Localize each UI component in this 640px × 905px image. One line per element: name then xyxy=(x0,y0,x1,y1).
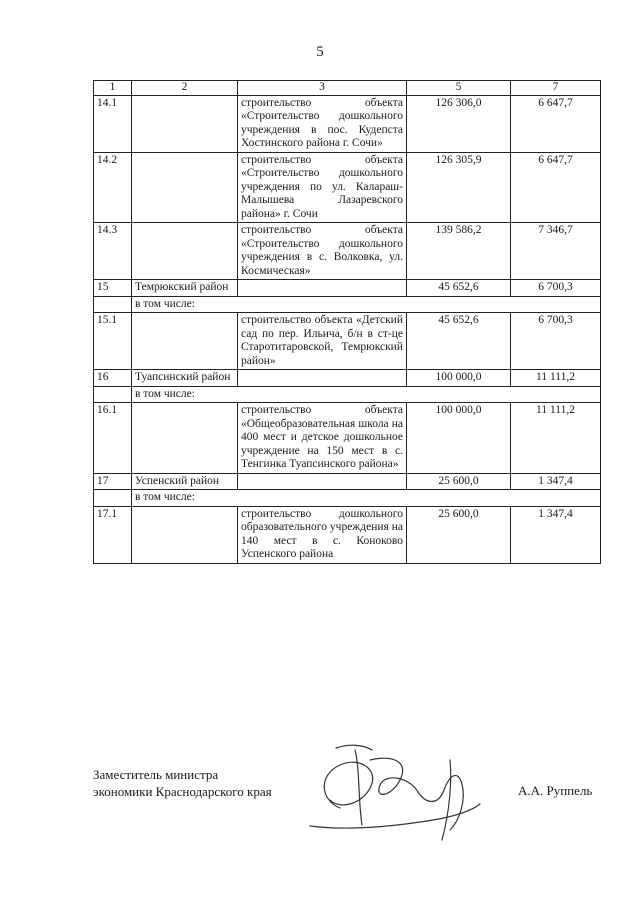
subtotal-label: в том числе: xyxy=(132,386,601,403)
signature-position xyxy=(93,766,272,800)
value-col7-cell: 6 647,7 xyxy=(511,152,601,223)
position-line-1: Заместитель министра xyxy=(93,767,219,782)
table-row xyxy=(94,280,601,297)
value-col7-cell: 6 647,7 xyxy=(511,95,601,152)
object-description-cell xyxy=(238,280,407,297)
object-description-cell: строительство объекта «Строительство дошкольного учреждения по ул. Калараш-Малышева Лазаревского района» г. Сочи xyxy=(238,152,407,223)
column-header: 1 xyxy=(94,81,132,96)
row-number-cell: 16.1 xyxy=(94,403,132,474)
table-row xyxy=(94,313,601,370)
page-number: 5 xyxy=(316,44,324,60)
district-name-cell xyxy=(132,152,238,223)
value-col5-cell: 139 586,2 xyxy=(407,223,511,280)
value-col5-cell: 25 600,0 xyxy=(407,473,511,490)
signatory-name: А.А. Руппель xyxy=(518,783,593,798)
column-header: 3 xyxy=(238,81,407,96)
district-name-cell xyxy=(132,223,238,280)
row-number-cell: 17.1 xyxy=(94,506,132,563)
handwritten-signature xyxy=(300,730,490,850)
row-number-cell: 15 xyxy=(94,280,132,297)
value-col7-cell: 1 347,4 xyxy=(511,506,601,563)
object-description-cell: строительство объекта «Строительство дошкольного учреждения в пос. Кудепста Хостинского района г. Сочи» xyxy=(238,95,407,152)
row-number-cell xyxy=(94,296,132,313)
row-number-cell xyxy=(94,490,132,507)
district-name-cell xyxy=(132,506,238,563)
row-number-cell: 14.2 xyxy=(94,152,132,223)
table-row xyxy=(94,370,601,387)
table-row xyxy=(94,296,601,313)
value-col5-cell: 100 000,0 xyxy=(407,403,511,474)
value-col7-cell: 6 700,3 xyxy=(511,280,601,297)
row-number-cell: 16 xyxy=(94,370,132,387)
table-row xyxy=(94,473,601,490)
row-number-cell xyxy=(94,386,132,403)
object-description-cell: строительство объекта «Строительство дошкольного учреждения в с. Волковка, ул. Космическая» xyxy=(238,223,407,280)
table-row xyxy=(94,490,601,507)
object-description-cell: строительство дошкольного образовательного учреждения на 140 мест в с. Коноково Успенского района xyxy=(238,506,407,563)
value-col5-cell: 45 652,6 xyxy=(407,280,511,297)
value-col5-cell: 45 652,6 xyxy=(407,313,511,370)
column-header: 7 xyxy=(511,81,601,96)
object-description-cell: строительство объекта «Общеобразовательная школа на 400 мест и детское дошкольное учреждение на 150 мест в с. Тенгинка Туапсинского района» xyxy=(238,403,407,474)
value-col5-cell: 126 306,0 xyxy=(407,95,511,152)
table-header-row xyxy=(94,81,601,96)
table-row xyxy=(94,95,601,152)
district-name-cell xyxy=(132,95,238,152)
position-line-2: экономики Краснодарского края xyxy=(93,784,272,799)
district-name-cell: Успенский район xyxy=(132,473,238,490)
object-description-cell xyxy=(238,473,407,490)
table-row xyxy=(94,403,601,474)
row-number-cell: 14.3 xyxy=(94,223,132,280)
value-col7-cell: 7 346,7 xyxy=(511,223,601,280)
district-name-cell xyxy=(132,403,238,474)
table-row xyxy=(94,506,601,563)
value-col7-cell: 11 111,2 xyxy=(511,370,601,387)
district-name-cell: Туапсинский район xyxy=(132,370,238,387)
subtotal-label: в том числе: xyxy=(132,296,601,313)
table-row xyxy=(94,223,601,280)
object-description-cell xyxy=(238,370,407,387)
row-number-cell: 17 xyxy=(94,473,132,490)
row-number-cell: 15.1 xyxy=(94,313,132,370)
value-col7-cell: 11 111,2 xyxy=(511,403,601,474)
value-col7-cell: 1 347,4 xyxy=(511,473,601,490)
object-description-cell: строительство объекта «Детский сад по пер. Ильича, б/н в ст-це Старотитаровской, Темрюкский район» xyxy=(238,313,407,370)
subtotal-label: в том числе: xyxy=(132,490,601,507)
district-name-cell xyxy=(132,313,238,370)
table-row xyxy=(94,152,601,223)
row-number-cell: 14.1 xyxy=(94,95,132,152)
value-col7-cell: 6 700,3 xyxy=(511,313,601,370)
district-name-cell: Темрюкский район xyxy=(132,280,238,297)
value-col5-cell: 126 305,9 xyxy=(407,152,511,223)
column-header: 5 xyxy=(407,81,511,96)
value-col5-cell: 25 600,0 xyxy=(407,506,511,563)
funding-table xyxy=(93,80,601,564)
column-header: 2 xyxy=(132,81,238,96)
table-row xyxy=(94,386,601,403)
value-col5-cell: 100 000,0 xyxy=(407,370,511,387)
